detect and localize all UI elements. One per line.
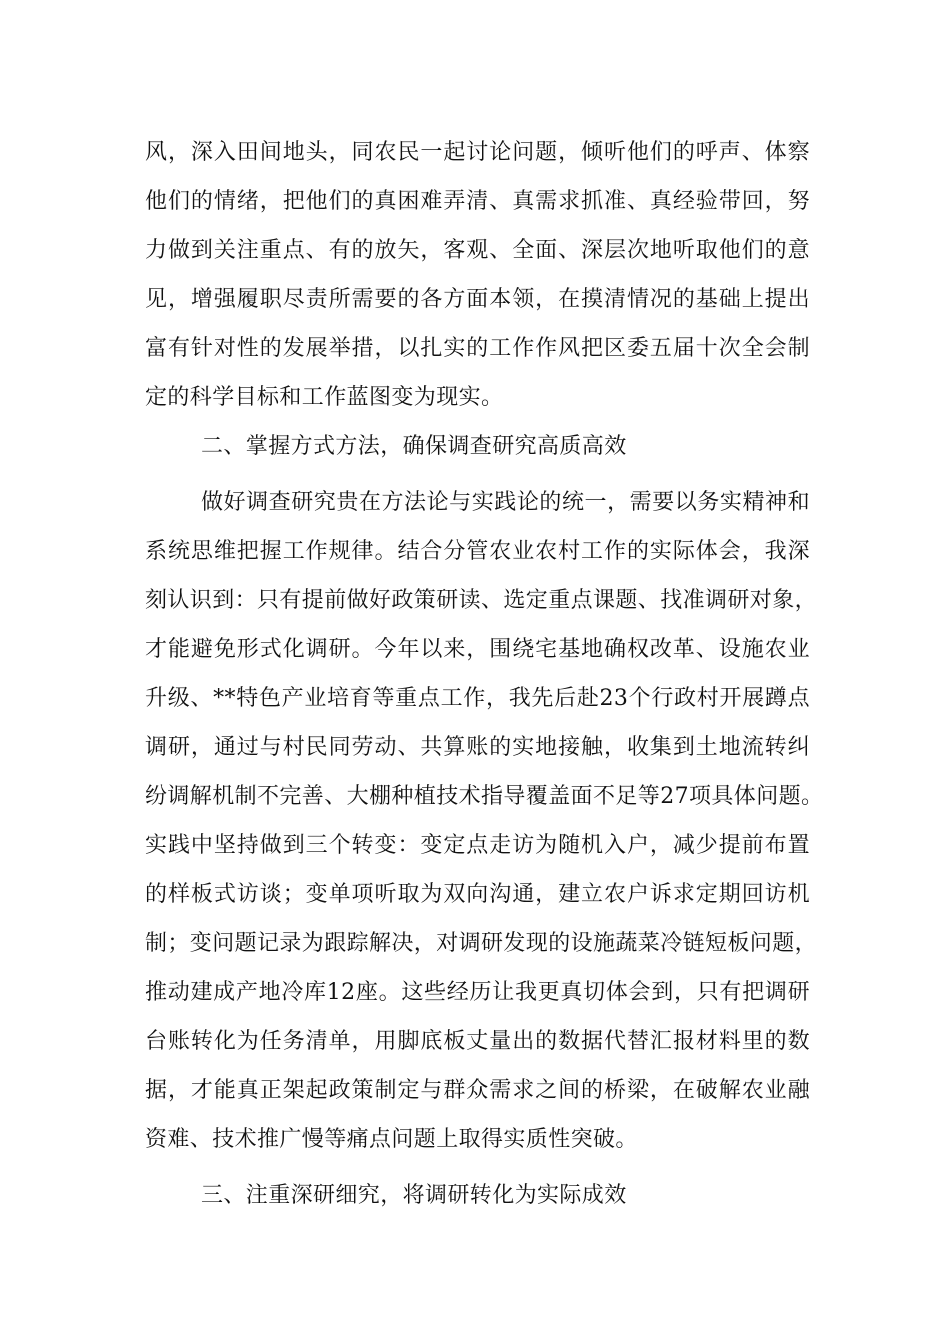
- document-body: [145, 128, 824, 1220]
- text-line: 他们的情绪，把他们的真困难弄清、真需求抓准、真经验带回，努: [145, 189, 810, 214]
- text-line: 见，增强履职尽责所需要的各方面本领，在摸清情况的基础上提出: [145, 287, 810, 312]
- text-line: 定的科学目标和工作蓝图变为现实。: [145, 385, 504, 410]
- section-heading-2: 二、掌握方式方法，确保调查研究高质高效: [201, 434, 627, 459]
- section-heading-3: 三、注重深研细究，将调研转化为实际成效: [201, 1183, 627, 1208]
- text-line: 推动建成产地冷库12座。这些经历让我更真切体会到，只有把调研: [145, 980, 810, 1005]
- text-line: 风，深入田间地头，同农民一起讨论问题，倾听他们的呼声、体察: [145, 140, 810, 165]
- text-line: 才能避免形式化调研。今年以来，围绕宅基地确权改革、设施农业: [145, 637, 810, 662]
- text-line: 资难、技术推广慢等痛点问题上取得实质性突破。: [145, 1127, 638, 1152]
- text-line: 台账转化为任务清单，用脚底板丈量出的数据代替汇报材料里的数: [145, 1029, 810, 1054]
- paragraph-continuation: [145, 128, 810, 422]
- text-line: 升级、**特色产业培育等重点工作，我先后赴23个行政村开展蹲点: [145, 686, 810, 711]
- text-line: 实践中坚持做到三个转变：变定点走访为随机入户，减少提前布置: [145, 833, 810, 858]
- text-line: 调研，通过与村民同劳动、共算账的实地接触，收集到土地流转纠: [145, 735, 810, 760]
- text-line: 据，才能真正架起政策制定与群众需求之间的桥梁，在破解农业融: [145, 1078, 810, 1103]
- spacer: [145, 471, 810, 478]
- text-line: 刻认识到：只有提前做好政策研读、选定重点课题、找准调研对象，: [145, 588, 818, 613]
- text-line: 系统思维把握工作规律。结合分管农业农村工作的实际体会，我深: [145, 539, 810, 564]
- text-line: 的样板式访谈；变单项听取为双向沟通，建立农户诉求定期回访机: [145, 882, 810, 907]
- text-line: 富有针对性的发展举措，以扎实的工作作风把区委五届十次全会制: [145, 336, 810, 361]
- text-line: 做好调查研究贵在方法论与实践论的统一，需要以务实精神和: [201, 490, 810, 515]
- text-line: 纷调解机制不完善、大棚种植技术指导覆盖面不足等27项具体问题。: [145, 784, 824, 809]
- paragraph-methods: [145, 478, 824, 1164]
- text-line: 力做到关注重点、有的放矢，客观、全面、深层次地听取他们的意: [145, 238, 810, 263]
- text-line: 制；变问题记录为跟踪解决，对调研发现的设施蔬菜冷链短板问题，: [145, 931, 818, 956]
- spacer: [145, 1164, 810, 1171]
